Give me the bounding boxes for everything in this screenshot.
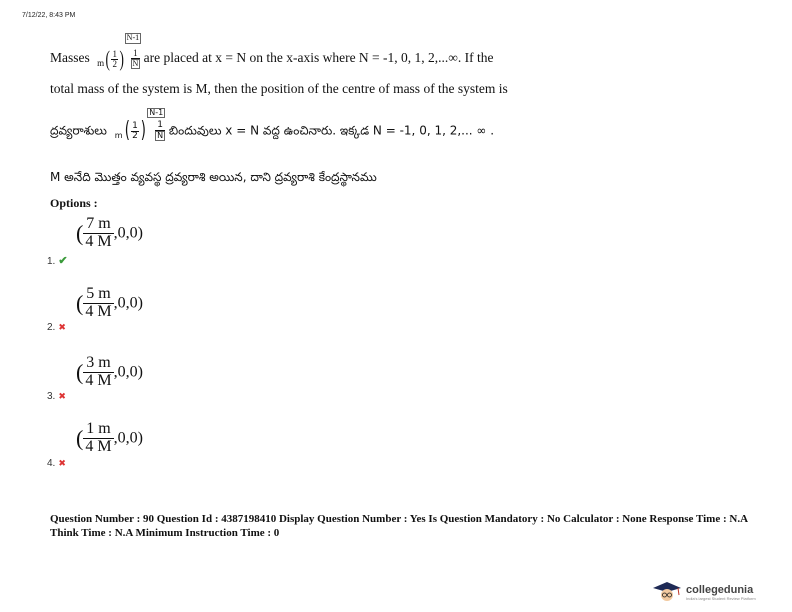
logo-name: collegedunia [686,583,754,596]
mass-symbol: m [97,58,105,69]
option-1-number: 1. ✔ [47,255,68,267]
collegedunia-logo [650,581,756,603]
te-prefix: ద్రవ్యరాశులు [50,123,107,138]
question-line-2: total mass of the system is M, then the position of the centre of mass of the system is [50,81,508,96]
te-middle: బిందువులు x = N వద్ద ఉంచినారు. ఇక్కడ N = -1, 0, 1, 2,... ∞ . [168,123,495,138]
te-left-paren: ( [124,118,130,143]
te-mass-symbol: m [114,130,123,140]
logo-text-group [686,584,756,601]
question-telugu [50,107,495,143]
option-2-number: 2. ✖ [47,322,66,333]
exponent: N-1 [126,33,140,43]
options-label: Options : [50,196,98,210]
option-4-formula: ( $\frac{1 m}{4 M}$ ,0,0) [76,420,143,455]
question-middle: are placed at x = N on the x-axis where N = -1, 0, 1, 2,...∞. If the [143,50,494,66]
question-telugu-line-2: M అనేది మొత్తం వ్యవస్థ ద్రవ్యరాశి అయిన, దాని ద్రవ్యరాశి కేంద్రస్థానము [50,170,377,184]
wrong-cross-icon: ✖ [58,458,66,468]
wrong-cross-icon: ✖ [58,391,66,401]
te-inverse-fraction: $\frac{1}{N}$ [157,119,164,140]
right-paren: ) [119,46,124,71]
option-4-number: 4. ✖ [47,458,66,469]
question-line-1 [50,33,494,71]
option-2-formula: ( $\frac{5 m}{4 M}$ ,0,0) [76,285,143,320]
student-mascot-icon [650,581,684,603]
te-half-fraction: $\frac{1}{2}$ [132,120,138,141]
correct-check-icon: ✔ [58,255,68,267]
wrong-cross-icon: ✖ [58,322,66,332]
option-3-formula: ( $\frac{3 m}{4 M}$ ,0,0) [76,354,143,389]
question-metadata: Question Number : 90 Question Id : 4387198410 Display Question Number : Yes Is Question Mandatory : No Calculator : None Response Time : N.A Think Time : N.A Minimum Instruction Time : 0 [50,513,748,540]
te-right-paren: ) [140,118,146,143]
left-paren: ( [105,46,111,71]
option-1-formula: ( $\frac{7 m}{4 M}$ ,0,0) [76,215,143,250]
te-exponent: N-1 [149,107,164,117]
option-3-number: 3. ✖ [47,391,66,402]
question-prefix: Masses [50,50,90,66]
logo-tagline: India's largest Student Review Platform [686,595,756,601]
inverse-fraction: $\frac{1}{N}$ [132,47,139,68]
half-fraction: $\frac{1}{2}$ [112,48,117,69]
timestamp: 7/12/22, 8:43 PM [22,12,76,19]
